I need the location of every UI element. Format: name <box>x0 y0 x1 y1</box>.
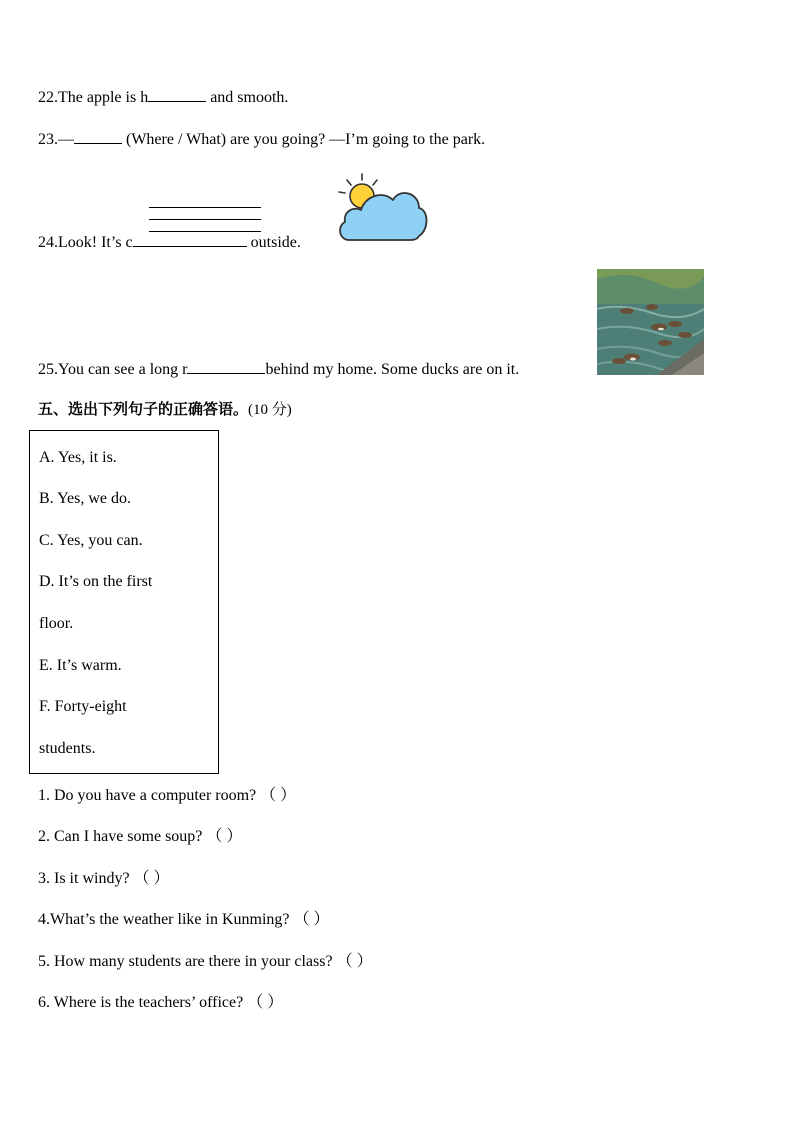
item-text: 4.What’s the weather like in Kunming? <box>38 911 290 928</box>
question-number: 24. <box>38 234 58 251</box>
option-c: C. Yes, you can. <box>39 532 143 549</box>
answer-options-box <box>29 430 219 774</box>
question-number: 23. <box>38 131 58 148</box>
answer-blank[interactable] <box>187 359 265 374</box>
question-text: I’m going to the park. <box>345 131 486 148</box>
item-2 <box>38 827 242 847</box>
answer-parentheses[interactable]: （ ） <box>247 994 284 1011</box>
item-text: 1. Do you have a computer room? <box>38 787 257 804</box>
answer-parentheses[interactable]: （ ） <box>206 828 243 845</box>
section-score: (10 分) <box>248 402 292 418</box>
writing-line <box>149 207 261 208</box>
answer-parentheses[interactable]: （ ） <box>133 870 170 887</box>
question-text: You can see a long r <box>58 361 188 378</box>
dash: — <box>329 131 346 148</box>
option-a: A. Yes, it is. <box>39 449 117 466</box>
answer-blank[interactable] <box>133 232 247 247</box>
option-e: E. It’s warm. <box>39 657 122 674</box>
question-text: outside. <box>246 234 301 251</box>
question-25 <box>38 359 519 380</box>
item-text: 2. Can I have some soup? <box>38 828 203 845</box>
partly-cloudy-icon <box>335 170 429 246</box>
item-text: 3. Is it windy? <box>38 870 130 887</box>
question-text: (Where / What) are you going? <box>122 131 330 148</box>
question-number: 25. <box>38 361 58 378</box>
writing-line <box>149 219 261 220</box>
item-3 <box>38 869 170 889</box>
answer-parentheses[interactable]: （ ） <box>293 911 330 928</box>
question-text: behind my home. Some ducks are on it. <box>265 361 520 378</box>
answer-blank[interactable] <box>74 129 122 144</box>
option-f-cont: students. <box>39 740 96 757</box>
answer-parentheses[interactable]: （ ） <box>336 953 373 970</box>
question-22 <box>38 87 288 108</box>
duck-river-photo <box>597 269 704 375</box>
section-heading <box>38 399 292 420</box>
option-d-cont: floor. <box>39 615 74 632</box>
question-text: and smooth. <box>206 89 289 106</box>
dash: — <box>58 131 74 148</box>
option-f: F. Forty-eight <box>39 698 127 715</box>
question-text: The apple is h <box>58 89 149 106</box>
item-4 <box>38 910 330 930</box>
question-number: 22. <box>38 89 58 106</box>
item-6 <box>38 993 283 1013</box>
question-23 <box>38 129 485 150</box>
question-text: Look! It’s c <box>58 234 133 251</box>
item-1 <box>38 786 296 806</box>
item-text: 5. How many students are there in your class? <box>38 953 333 970</box>
item-text: 6. Where is the teachers’ office? <box>38 994 244 1011</box>
option-b: B. Yes, we do. <box>39 490 132 507</box>
answer-blank[interactable] <box>148 87 206 102</box>
item-5 <box>38 952 373 972</box>
option-d: D. It’s on the first <box>39 573 153 590</box>
section-title: 五、选出下列句子的正确答语。 <box>38 400 249 418</box>
answer-parentheses[interactable]: （ ） <box>260 787 297 804</box>
question-24 <box>38 232 301 253</box>
